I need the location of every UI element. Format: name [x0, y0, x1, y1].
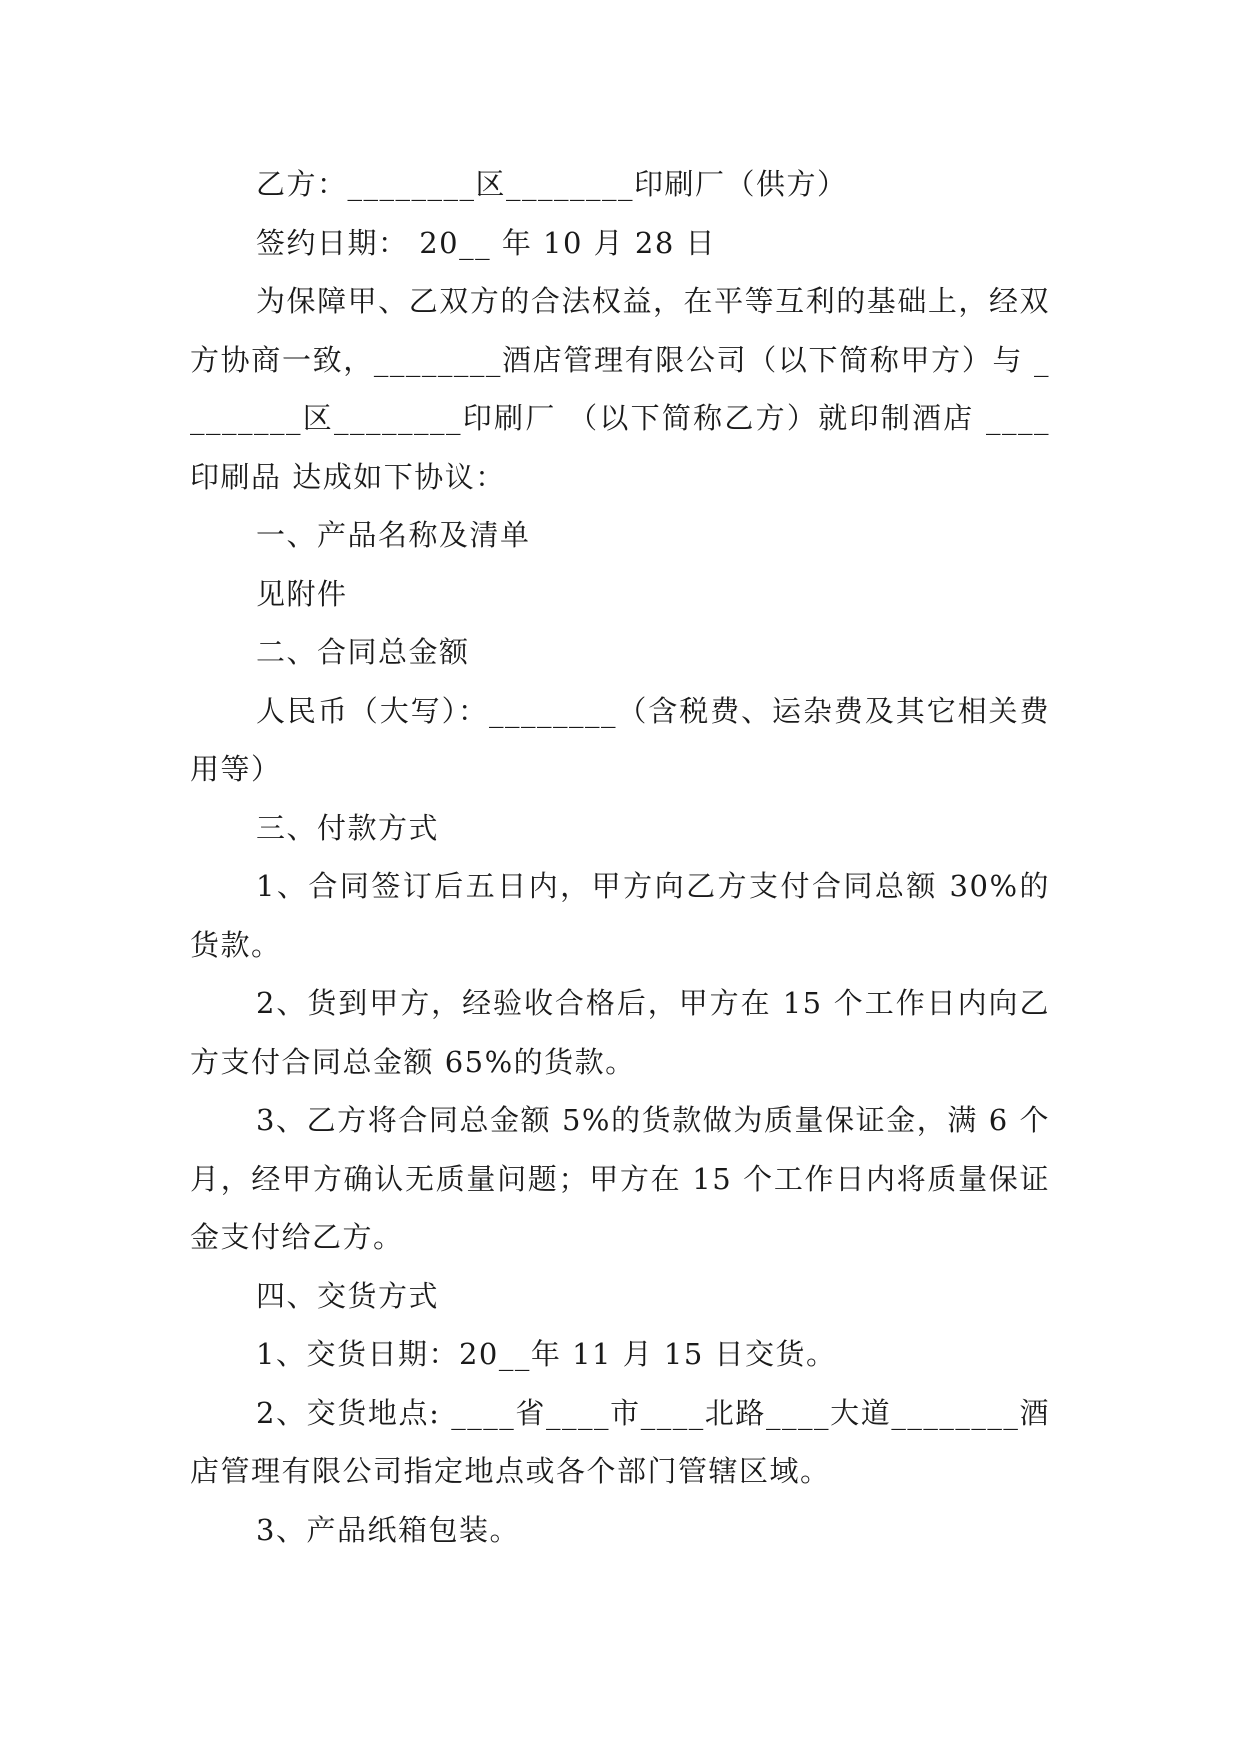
preamble-paragraph: 为保障甲、乙双方的合法权益，在平等互利的基础上，经双方协商一致，________酒店管理有限公司（以下简称甲方）与 ________区________印刷厂 （以下简称乙方）就印制酒店 ____印刷品 达成如下协议： — [190, 284, 1050, 494]
payment-clause-2: 2、货到甲方，经验收合格后，甲方在 15 个工作日内向乙方支付合同总金额 65%的货款。 — [190, 986, 1050, 1079]
section-heading-products: 一、产品名称及清单 — [256, 518, 531, 552]
payment-clause-3: 3、乙方将合同总金额 5%的货款做为质量保证金，满 6 个月，经甲方确认无质量问题；甲方在 15 个工作日内将质量保证金支付给乙方。 — [190, 1103, 1050, 1254]
delivery-clause-2: 2、交货地点: ____省____市____北路____大道________酒店管理有限公司指定地点或各个部门管辖区域。 — [190, 1395, 1050, 1488]
party-b-line: 乙方：________区________印刷厂（供方） — [256, 167, 848, 201]
products-text: 见附件 — [256, 576, 348, 611]
total-amount-text: 人民币（大写）：________（含税费、运杂费及其它相关费用等） — [190, 693, 1050, 786]
delivery-clause-3: 3、产品纸箱包装。 — [256, 1512, 520, 1547]
section-heading-total-amount: 二、合同总金额 — [256, 635, 470, 669]
delivery-clause-1: 1、交货日期：20__年 11 月 15 日交货。 — [256, 1337, 837, 1371]
section-heading-delivery: 四、交货方式 — [256, 1278, 440, 1313]
payment-clause-1: 1、合同签订后五日内，甲方向乙方支付合同总额 30%的货款。 — [190, 869, 1050, 962]
contract-body — [190, 155, 1050, 1559]
section-heading-payment: 三、付款方式 — [256, 810, 440, 845]
signing-date-line: 签约日期： 20__ 年 10 月 28 日 — [256, 225, 717, 260]
